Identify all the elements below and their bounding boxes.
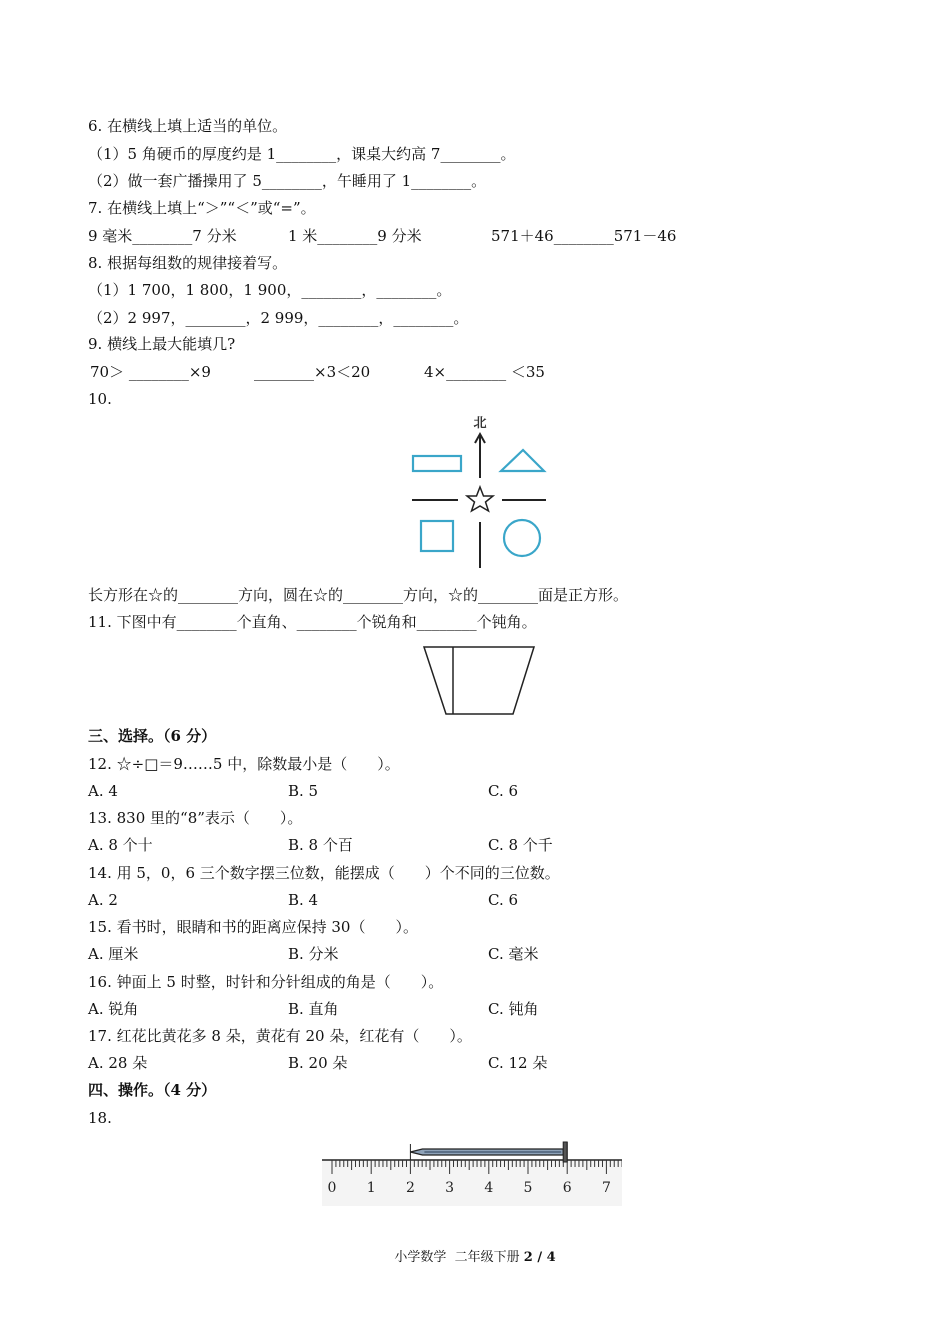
ruler-label: 1 <box>366 1180 376 1196</box>
question-17-stem: 17. 红花比黄花多 8 朵，黄花有 20 朵，红花有（ ）。 <box>88 1027 472 1045</box>
question-13-stem: 13. 830 里的“8”表示（ ）。 <box>88 809 303 827</box>
question-16-option-b: B. 直角 <box>288 1000 339 1018</box>
nail-head <box>563 1142 567 1162</box>
triangle-shape <box>501 450 544 471</box>
q18-number: 18. <box>88 1109 112 1127</box>
q9-title: 9. 横线上最大能填几? <box>88 335 236 353</box>
question-17-option-c: C. 12 朵 <box>488 1054 548 1072</box>
q6-line-1: （1）5 角硬币的厚度约是 1________，课桌大约高 7________。 <box>88 145 516 163</box>
question-12-stem: 12. ☆÷□＝9……5 中，除数最小是（ ）。 <box>88 755 400 773</box>
q7-title: 7. 在横线上填上“＞”“＜”或“=”。 <box>88 199 316 217</box>
question-16-option-a: A. 锐角 <box>88 1000 139 1018</box>
q9-item-b: ________×3＜20 <box>254 363 371 381</box>
question-12-option-c: C. 6 <box>488 782 519 800</box>
question-16-stem: 16. 钟面上 5 时整，时针和分针组成的角是（ ）。 <box>88 973 444 991</box>
question-16-option-c: C. 钝角 <box>488 1000 539 1018</box>
question-14-option-c: C. 6 <box>488 891 519 909</box>
q8-title: 8. 根据每组数的规律接着写。 <box>88 254 288 272</box>
question-12-option-a: A. 4 <box>88 782 118 800</box>
question-15-option-b: B. 分米 <box>288 945 339 963</box>
question-15-option-a: A. 厘米 <box>88 945 139 963</box>
question-13-option-c: C. 8 个千 <box>488 836 553 854</box>
north-arrow <box>475 434 485 478</box>
question-12-option-b: B. 5 <box>288 782 319 800</box>
q7-item-c: 571＋46________571－46 <box>491 227 677 245</box>
rectangle-shape <box>413 456 461 471</box>
question-14-option-b: B. 4 <box>288 891 319 909</box>
trapezoid-figure <box>418 642 540 720</box>
question-14-option-a: A. 2 <box>88 891 118 909</box>
q8-line-2: （2）2 997，________，2 999，________，________。 <box>88 309 469 327</box>
question-17-option-b: B. 20 朵 <box>288 1054 348 1072</box>
ruler-label: 4 <box>484 1180 494 1196</box>
star-shape <box>467 487 493 511</box>
ruler-label: 7 <box>601 1180 611 1196</box>
q11-text: 11. 下图中有________个直角、________个锐角和________个钝角。 <box>88 613 537 631</box>
ruler-label: 0 <box>327 1180 337 1196</box>
page-footer <box>0 1246 950 1265</box>
footer-page-number: 2 / 4 <box>523 1250 556 1265</box>
ruler-label: 6 <box>562 1180 572 1196</box>
direction-figure <box>406 410 552 576</box>
question-17-option-a: A. 28 朵 <box>88 1054 148 1072</box>
question-15-stem: 15. 看书时，眼睛和书的距离应保持 30（ ）。 <box>88 918 418 936</box>
q9-item-c: 4×________ ＜35 <box>424 363 545 381</box>
ruler-label: 2 <box>405 1180 415 1196</box>
q8-line-1: （1）1 700，1 800，1 900，________，________。 <box>88 281 452 299</box>
q7-item-b: 1 米________9 分米 <box>288 227 422 245</box>
north-label: 北 <box>473 416 487 431</box>
question-15-option-c: C. 毫米 <box>488 945 539 963</box>
ruler-figure <box>322 1138 622 1206</box>
question-13-option-b: B. 8 个百 <box>288 836 353 854</box>
q6-line-2: （2）做一套广播操用了 5________，午睡用了 1________。 <box>88 172 487 190</box>
square-shape <box>421 521 453 551</box>
q6-title: 6. 在横线上填上适当的单位。 <box>88 117 288 135</box>
question-14-stem: 14. 用 5，0，6 三个数字摆三位数，能摆成（ ）个不同的三位数。 <box>88 864 560 882</box>
section-4-title: 四、操作。（4 分） <box>88 1081 217 1099</box>
q10-text: 长方形在☆的________方向，圆在☆的________方向，☆的________面是正方形。 <box>88 586 629 604</box>
footer-label: 小学数学 二年级下册 <box>394 1250 524 1265</box>
circle-shape <box>504 520 540 556</box>
section-3-title: 三、选择。（6 分） <box>88 727 217 745</box>
ruler-label: 3 <box>445 1180 455 1196</box>
q10-number: 10. <box>88 390 112 408</box>
question-13-option-a: A. 8 个十 <box>88 836 153 854</box>
q9-item-a: 70＞ ________×9 <box>90 363 211 381</box>
ruler-label: 5 <box>523 1180 533 1196</box>
q7-item-a: 9 毫米________7 分米 <box>88 227 237 245</box>
